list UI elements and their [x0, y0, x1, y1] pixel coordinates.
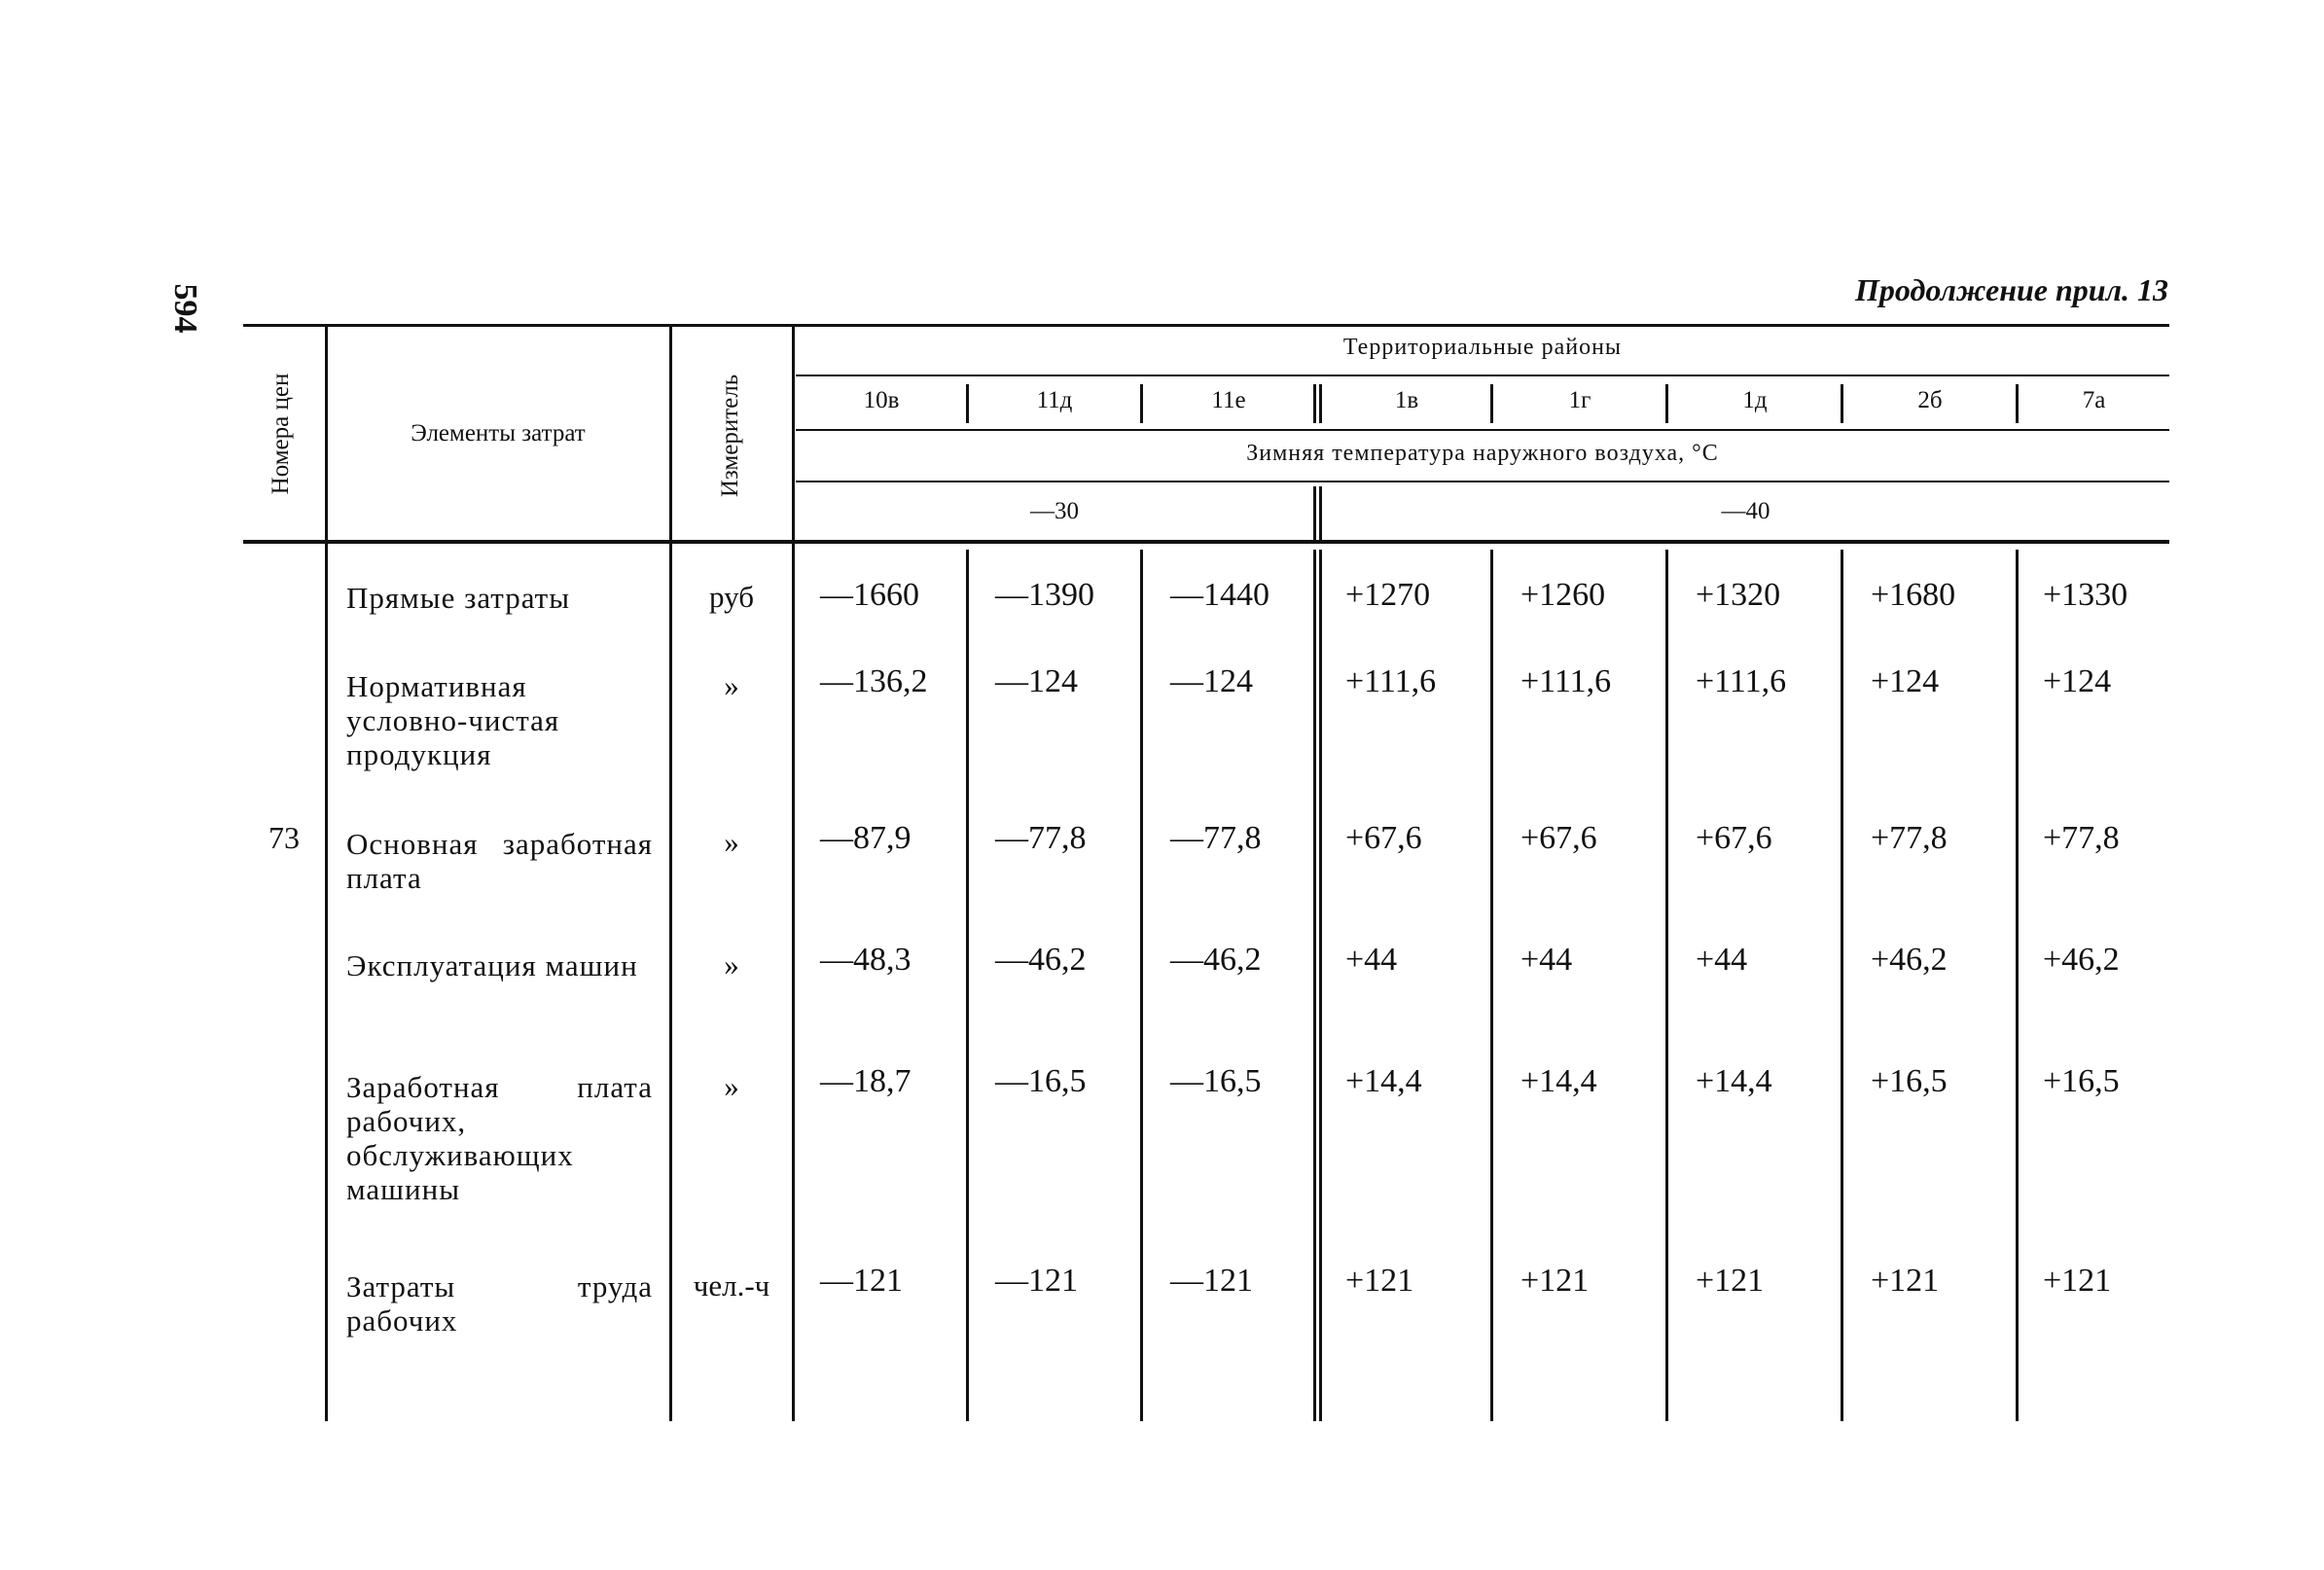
value-cell: +77,8: [2043, 820, 2120, 856]
value-cell: —124: [995, 663, 1078, 699]
region-7a: 7а: [2082, 387, 2106, 413]
row-name: Основная заработная плата: [346, 827, 653, 895]
row-name: Нормативная условно-чистая продукция: [346, 669, 560, 771]
value-cell: —1660: [820, 577, 919, 613]
value-cell: —46,2: [1170, 942, 1262, 978]
row-unit: »: [724, 1069, 739, 1103]
value-cell: —136,2: [820, 663, 928, 699]
header-meter: Измеритель: [717, 374, 743, 498]
value-cell: —1390: [995, 577, 1094, 613]
value-cell: —77,8: [995, 820, 1087, 856]
value-cell: +1680: [1871, 577, 1956, 613]
value-cell: +46,2: [1871, 942, 1948, 978]
row-unit: чел.-ч: [693, 1268, 770, 1302]
region-1d: 1д: [1742, 387, 1768, 413]
value-cell: +111,6: [1345, 663, 1437, 699]
value-cell: +16,5: [2043, 1063, 2120, 1099]
page-number: 594: [167, 283, 203, 334]
region-10v: 10в: [863, 387, 900, 413]
value-cell: +1320: [1696, 577, 1781, 613]
region-1g: 1г: [1568, 387, 1591, 413]
header-price-numbers: Номера цен: [268, 373, 294, 495]
value-cell: —18,7: [820, 1063, 912, 1099]
value-cell: —16,5: [995, 1063, 1087, 1099]
value-cell: +1330: [2043, 577, 2128, 613]
header-territorial-regions: Территориальные районы: [1342, 335, 1623, 360]
value-cell: +14,4: [1520, 1063, 1597, 1099]
row-name: Заработная плата рабочих, обслуживающих машины: [346, 1070, 653, 1206]
value-cell: +124: [1871, 663, 1940, 699]
value-cell: +121: [1520, 1263, 1590, 1299]
value-cell: +124: [2043, 663, 2112, 699]
value-cell: +67,6: [1520, 820, 1597, 856]
header-winter-temperature: Зимняя температура наружного воздуха, °С: [1246, 441, 1719, 466]
region-11e: 11е: [1211, 387, 1246, 413]
value-cell: —121: [1170, 1263, 1253, 1299]
price-code: 73: [268, 820, 300, 855]
value-cell: —77,8: [1170, 820, 1262, 856]
row-name: Эксплуатация машин: [346, 948, 638, 982]
value-cell: +16,5: [1871, 1063, 1948, 1099]
region-1v: 1в: [1394, 387, 1419, 413]
value-cell: +67,6: [1696, 820, 1772, 856]
value-cell: +44: [1696, 942, 1748, 978]
temp-group-minus-30: —30: [1030, 498, 1079, 524]
value-cell: +1270: [1345, 577, 1431, 613]
row-unit: руб: [709, 580, 754, 614]
value-cell: +44: [1345, 942, 1398, 978]
header-cost-elements: Элементы затрат: [411, 420, 586, 446]
value-cell: —48,3: [820, 942, 912, 978]
caption: Продолжение прил. 13: [1855, 272, 2168, 307]
value-cell: +44: [1520, 942, 1573, 978]
value-cell: +14,4: [1345, 1063, 1422, 1099]
region-2b: 2б: [1917, 387, 1943, 413]
value-cell: +111,6: [1696, 663, 1787, 699]
row-unit: »: [724, 668, 739, 702]
region-11d: 11д: [1036, 387, 1073, 413]
value-cell: +67,6: [1345, 820, 1422, 856]
value-cell: +121: [1871, 1263, 1940, 1299]
value-cell: —16,5: [1170, 1063, 1262, 1099]
value-cell: —1440: [1170, 577, 1269, 613]
row-unit: »: [724, 825, 739, 859]
row-name: Затраты труда рабочих: [346, 1269, 653, 1338]
value-cell: —121: [995, 1263, 1078, 1299]
value-cell: +121: [1696, 1263, 1765, 1299]
temp-group-minus-40: —40: [1721, 498, 1770, 524]
row-unit: »: [724, 947, 739, 981]
value-cell: +77,8: [1871, 820, 1948, 856]
value-cell: —124: [1170, 663, 1253, 699]
value-cell: +1260: [1520, 577, 1606, 613]
value-cell: —87,9: [820, 820, 912, 856]
value-cell: +111,6: [1520, 663, 1612, 699]
value-cell: —46,2: [995, 942, 1087, 978]
row-name: Прямые затраты: [346, 581, 571, 615]
value-cell: —121: [820, 1263, 903, 1299]
value-cell: +14,4: [1696, 1063, 1772, 1099]
value-cell: +121: [2043, 1263, 2112, 1299]
value-cell: +46,2: [2043, 942, 2120, 978]
value-cell: +121: [1345, 1263, 1414, 1299]
